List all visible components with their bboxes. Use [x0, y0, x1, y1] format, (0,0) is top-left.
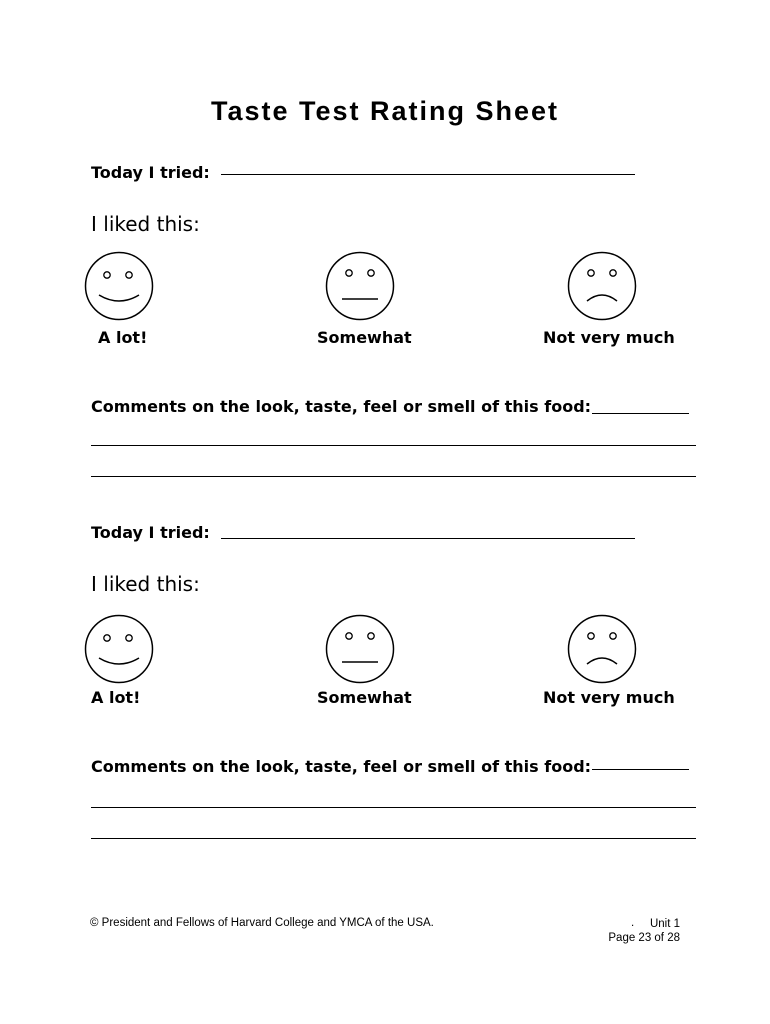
rating-somewhat[interactable]: Somewhat — [317, 328, 412, 347]
neutral-face-icon[interactable] — [325, 614, 395, 684]
comments-line-short[interactable] — [592, 769, 689, 770]
rating-not-very-much[interactable]: Not very much — [543, 688, 675, 707]
rating-a-lot[interactable]: A lot! — [98, 328, 148, 347]
comments-line-short[interactable] — [592, 413, 689, 414]
comments-label: Comments on the look, taste, feel or smell of this food: — [91, 757, 592, 776]
footer-dot: . — [631, 917, 635, 929]
rating-a-lot[interactable]: A lot! — [91, 688, 141, 707]
liked-this-label: I liked this: — [91, 212, 200, 236]
neutral-face-icon[interactable] — [325, 251, 395, 321]
liked-this-label: I liked this: — [91, 572, 200, 596]
comments-line[interactable] — [91, 838, 696, 839]
smiley-face-icon[interactable] — [84, 614, 154, 684]
page-title: Taste Test Rating Sheet — [210, 96, 560, 126]
frown-face-icon[interactable] — [567, 614, 637, 684]
rating-not-very-much[interactable]: Not very much — [543, 328, 675, 347]
footer-page-info — [560, 917, 680, 945]
today-tried-label: Today I tried: — [91, 163, 210, 182]
comments-line[interactable] — [91, 476, 696, 477]
today-tried-line[interactable] — [221, 174, 635, 175]
footer-copyright: © President and Fellows of Harvard College and YMCA of the USA. — [90, 917, 434, 929]
today-tried-label: Today I tried: — [91, 523, 210, 542]
frown-face-icon[interactable] — [567, 251, 637, 321]
comments-line[interactable] — [91, 807, 696, 808]
smiley-face-icon[interactable] — [84, 251, 154, 321]
footer-page-number: Page 23 of 28 — [608, 932, 680, 944]
comments-label: Comments on the look, taste, feel or smell of this food: — [91, 397, 592, 416]
rating-somewhat[interactable]: Somewhat — [317, 688, 412, 707]
comments-line[interactable] — [91, 445, 696, 446]
today-tried-line[interactable] — [221, 538, 635, 539]
footer-unit: Unit 1 — [649, 918, 680, 930]
